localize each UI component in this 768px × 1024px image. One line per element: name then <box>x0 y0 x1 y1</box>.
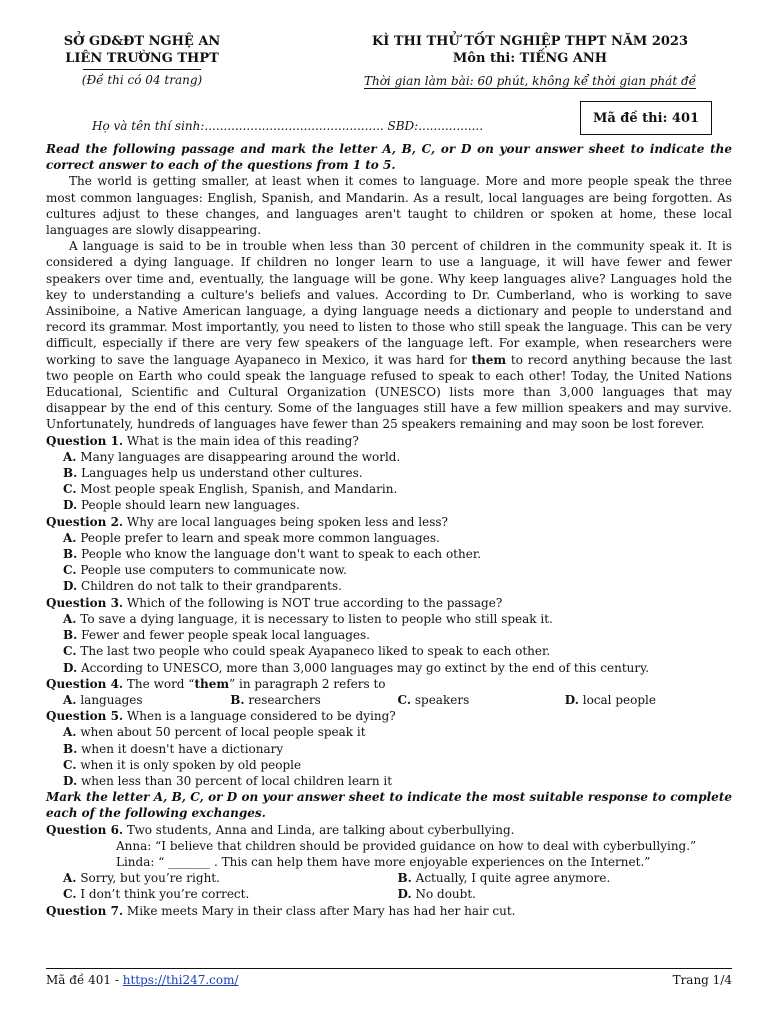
options-row-6cd <box>46 886 732 902</box>
question-6: Question 6. Two students, Anna and Linda, are talking about cyberbullying. <box>46 822 515 837</box>
candidate-info-line: Họ và tên thí sinh:............................................... SBD:................. <box>92 119 484 133</box>
option-1b[interactable]: B. Languages help us understand other cultures. <box>63 466 363 481</box>
subject-title: Môn thi: TIẾNG ANH <box>452 51 608 66</box>
dialogue-line-anna: Anna: “I believe that children should be provided guidance on how to deal with cyberbullying.” <box>116 838 697 853</box>
passage-paragraph-1: The world is getting smaller, at least when it comes to language. More and more people speak the three most common languages: English, Spanish, and Mandarin. As a result, local languages are being forgotten. As cultures adjust to these changes, and languages aren't taught to children or spoken at home, these local languages are slowly disappearing. <box>46 174 732 238</box>
option-5b[interactable]: B. when it doesn't have a dictionary <box>63 741 284 756</box>
option-2c[interactable]: C. People use computers to communicate now. <box>63 563 347 578</box>
option-2b[interactable]: B. People who know the language don't want to speak to each other. <box>63 547 482 562</box>
footer-left: Mã đề 401 - https://thi247.com/ <box>46 973 239 987</box>
option-6c[interactable]: C. I don’t think you’re correct. <box>63 887 250 902</box>
option-3c[interactable]: C. The last two people who could speak Ayapaneco liked to speak to each other. <box>63 644 551 659</box>
option-2d[interactable]: D. Children do not talk to their grandparents. <box>63 579 342 594</box>
option-5d[interactable]: D. when less than 30 percent of local children learn it <box>63 773 393 788</box>
question-5: Question 5. When is a language considered to be dying? <box>46 709 396 724</box>
passage-paragraph-2: A language is said to be in trouble when less than 30 percent of children in the community speak it. It is considered a dying language. If children no longer learn to use a language, it will have fewer and fewer speakers over time and, eventually, the language will be gone. Why keep languages alive? Languages hold the key to understanding a culture's beliefs and values. According to Dr. Cumberland, who is working to save Assiniboine, a Native American language, a dying language needs a dictionary and people to understand and record its grammar. Most importantly, you need to listen to those who still speak the language. This can be very difficult, especially if there are very few speakers of the language left. For example, when researchers were working to save the language Ayapaneco in Mexico, it was hard for them to record anything because the last two people on Earth who could speak the language refused to speak to each other! Today, the United Nations Educational, Scientific and Cultural Organization (UNESCO) lists more than 3,000 languages that may disappear by the end of this century. Some of the languages still have a few million speakers and may survive. Unfortunately, hundreds of languages have fewer than 25 speakers remaining and may soon be lost forever. <box>46 239 732 432</box>
dialogue-line-linda: Linda: “ _______ . This can help them have more enjoyable experiences on the Internet.” <box>116 854 651 869</box>
option-4d[interactable]: D. local people <box>564 692 656 707</box>
bold-them: them <box>471 352 507 367</box>
question-2: Question 2. Why are local languages being spoken less and less? <box>46 514 448 529</box>
option-1a[interactable]: A. Many languages are disappearing around the world. <box>63 449 401 464</box>
department-name: SỞ GD&ĐT NGHỆ AN <box>63 34 221 49</box>
time-note: Thời gian làm bài: 60 phút, không kể thời gian phát đề <box>363 74 697 88</box>
option-3d[interactable]: D. According to UNESCO, more than 3,000 languages may go extinct by the end of this century. <box>63 660 650 675</box>
question-7: Question 7. Mike meets Mary in their class after Mary has had her hair cut. <box>46 903 516 918</box>
pages-note: (Đề thi có 04 trang) <box>81 73 203 87</box>
page-number: Trang 1/4 <box>672 973 732 987</box>
option-3a[interactable]: A. To save a dying language, it is necessary to listen to people who still speak it. <box>63 611 553 626</box>
exam-content <box>46 141 732 919</box>
footer-divider <box>46 968 732 969</box>
options-row-4 <box>46 692 732 708</box>
option-5c[interactable]: C. when it is only spoken by old people <box>63 757 302 772</box>
option-4a[interactable]: A. languages <box>63 692 143 707</box>
option-4c[interactable]: C. speakers <box>397 692 470 707</box>
question-3: Question 3. Which of the following is NOT true according to the passage? <box>46 595 503 610</box>
question-1: Question 1. What is the main idea of this reading? <box>46 433 359 448</box>
exchanges-instruction: Mark the letter A, B, C, or D on your answer sheet to indicate the most suitable response to complete each of the following exchanges. <box>46 790 732 821</box>
exam-code-box: Mã đề thi: 401 <box>580 101 712 135</box>
option-3b[interactable]: B. Fewer and fewer people speak local languages. <box>63 628 370 643</box>
exam-title: KÌ THI THỬ TỐT NGHIỆP THPT NĂM 2023 <box>371 34 689 49</box>
question-4: Question 4. The word “them” in paragraph 2 refers to <box>46 676 386 691</box>
option-5a[interactable]: A. when about 50 percent of local people speak it <box>63 725 366 740</box>
option-1d[interactable]: D. People should learn new languages. <box>63 498 300 513</box>
options-row-6ab <box>46 870 732 886</box>
option-4b[interactable]: B. researchers <box>230 692 321 707</box>
footer-link[interactable]: https://thi247.com/ <box>122 973 239 987</box>
header-divider <box>83 69 201 70</box>
reading-instruction: Read the following passage and mark the letter A, B, C, or D on your answer sheet to indicate the correct answer to each of the questions from 1 to 5. <box>46 142 732 173</box>
option-1c[interactable]: C. Most people speak English, Spanish, and Mandarin. <box>63 482 398 497</box>
option-6a[interactable]: A. Sorry, but you’re right. <box>63 871 220 886</box>
option-6b[interactable]: B. Actually, I quite agree anymore. <box>397 871 611 886</box>
school-name: LIÊN TRƯỜNG THPT <box>65 51 219 66</box>
header-left <box>46 33 238 87</box>
option-2a[interactable]: A. People prefer to learn and speak more common languages. <box>63 530 440 545</box>
header-right <box>320 33 740 88</box>
option-6d[interactable]: D. No doubt. <box>397 887 476 902</box>
